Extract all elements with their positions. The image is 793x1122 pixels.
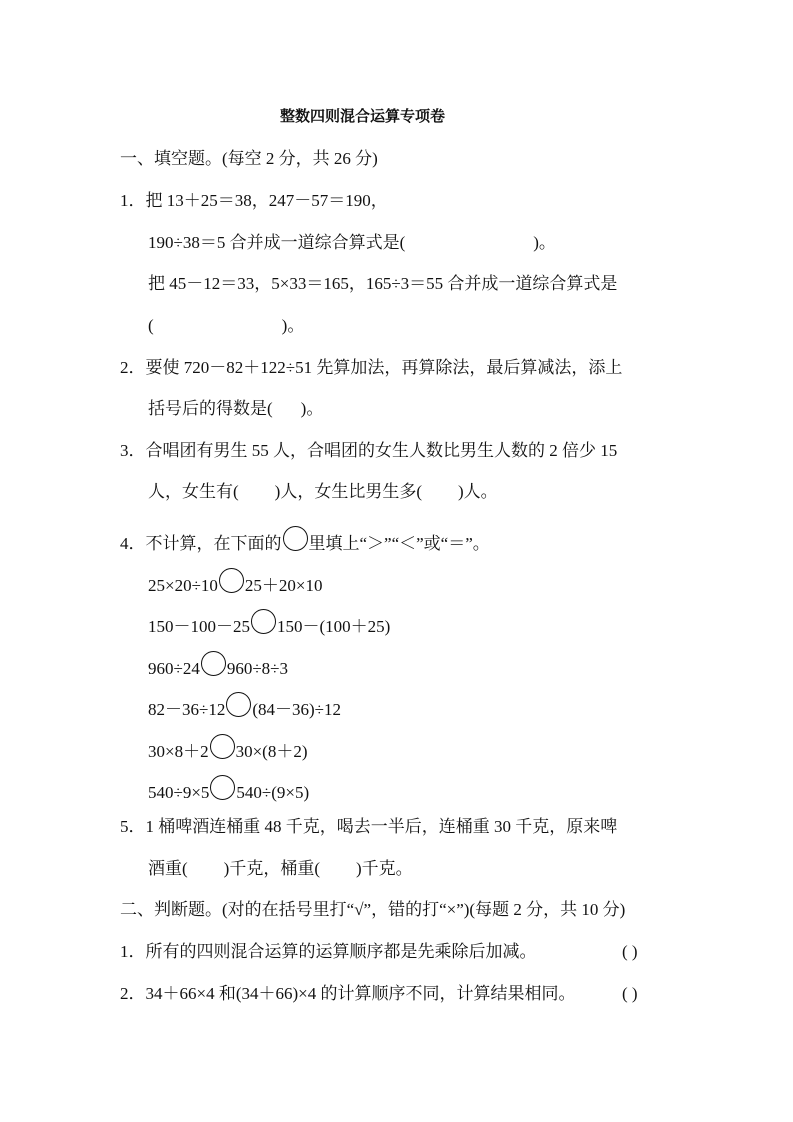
q2-line2: [148, 398, 323, 420]
q4-instruction-end: 里填上“＞”“＜”或“＝”。: [308, 534, 490, 553]
q4-item-right: 540÷(9×5): [236, 783, 310, 802]
q4-item-6: [148, 775, 309, 804]
q4-item-5: [148, 734, 308, 763]
q1-line2-end: )。: [533, 233, 556, 252]
q4-item-left: 540÷9×5: [148, 783, 210, 802]
compare-circle[interactable]: [210, 775, 235, 800]
q2-line2-text: 括号后的得数是(: [148, 399, 273, 418]
compare-circle[interactable]: [251, 609, 276, 634]
compare-circle[interactable]: [219, 568, 244, 593]
judge-item-1-text: 1．所有的四则混合运算的运算顺序都是先乘除后加减。: [120, 942, 537, 961]
q4-item-1: [148, 568, 323, 597]
q4-line1: [120, 526, 490, 555]
q3-line2-end: )人。: [458, 482, 498, 501]
q4-item-right: 25＋20×10: [244, 576, 323, 595]
q4-item-2: [148, 609, 390, 638]
q5-line1: 5．1 桶啤酒连桶重 48 千克，喝去一半后，连桶重 30 千克，原来啤: [120, 817, 618, 836]
q4-item-right: 960÷8÷3: [226, 659, 289, 678]
q4-item-left: 960÷24: [148, 659, 200, 678]
section1-heading: 一、填空题。(每空 2 分，共 26 分): [120, 149, 378, 168]
q4-item-right: 30×(8＋2): [235, 742, 308, 761]
q2-line2-end: )。: [300, 399, 324, 418]
q4-item-3: [148, 651, 288, 680]
q2-line1: 2．要使 720－82＋122÷51 先算加法，再算除法，最后算减法，添上: [120, 358, 623, 377]
q4-item-left: 30×8＋2: [148, 742, 209, 761]
q3-line2: [148, 481, 498, 503]
q4-item-left: 150－100－25: [148, 617, 250, 636]
q1-line1: 1．把 13＋25＝38，247－57＝190，: [120, 191, 388, 210]
q5-line2-mid: )千克，桶重(: [223, 859, 320, 878]
judge-item-2-paren[interactable]: ( ): [622, 984, 638, 1003]
q1-line4: [148, 315, 304, 337]
compare-circle[interactable]: [210, 734, 235, 759]
circle-icon: [283, 526, 308, 551]
section2-heading: 二、判断题。(对的在括号里打“√”，错的打“×”)(每题 2 分，共 10 分): [120, 900, 626, 919]
q1-line3: 把 45－12＝33，5×33＝165，165÷3＝55 合并成一道综合算式是: [148, 274, 618, 293]
q1-line2-text: 190÷38＝5 合并成一道综合算式是(: [148, 233, 406, 252]
q4-item-left: 25×20÷10: [148, 576, 218, 595]
page-title: 整数四则混合运算专项卷: [280, 107, 446, 125]
q3-line2-mid: )人，女生比男生多(: [274, 482, 422, 501]
q4-item-right: (84－36)÷12: [252, 700, 341, 719]
q4-item-left: 82－36÷12: [148, 700, 226, 719]
q1-line4-end: )。: [281, 316, 305, 335]
q3-line2-text: 人，女生有(: [148, 482, 239, 501]
q4-instruction-text: 4．不计算，在下面的: [120, 534, 282, 553]
q4-item-right: 150－(100＋25): [277, 617, 391, 636]
judge-item-1-paren[interactable]: ( ): [622, 942, 638, 961]
q4-item-4: [148, 692, 341, 721]
q1-line4-open: (: [148, 316, 154, 335]
compare-circle[interactable]: [226, 692, 251, 717]
q5-line2-text: 酒重(: [148, 859, 188, 878]
judge-item-2-text: 2．34＋66×4 和(34＋66)×4 的计算顺序不同，计算结果相同。: [120, 984, 576, 1003]
q1-line2: [148, 232, 556, 254]
q5-line2: [148, 858, 413, 880]
compare-circle[interactable]: [201, 651, 226, 676]
q3-line1: 3．合唱团有男生 55 人，合唱团的女生人数比男生人数的 2 倍少 15: [120, 441, 618, 460]
q5-line2-end: )千克。: [356, 859, 413, 878]
